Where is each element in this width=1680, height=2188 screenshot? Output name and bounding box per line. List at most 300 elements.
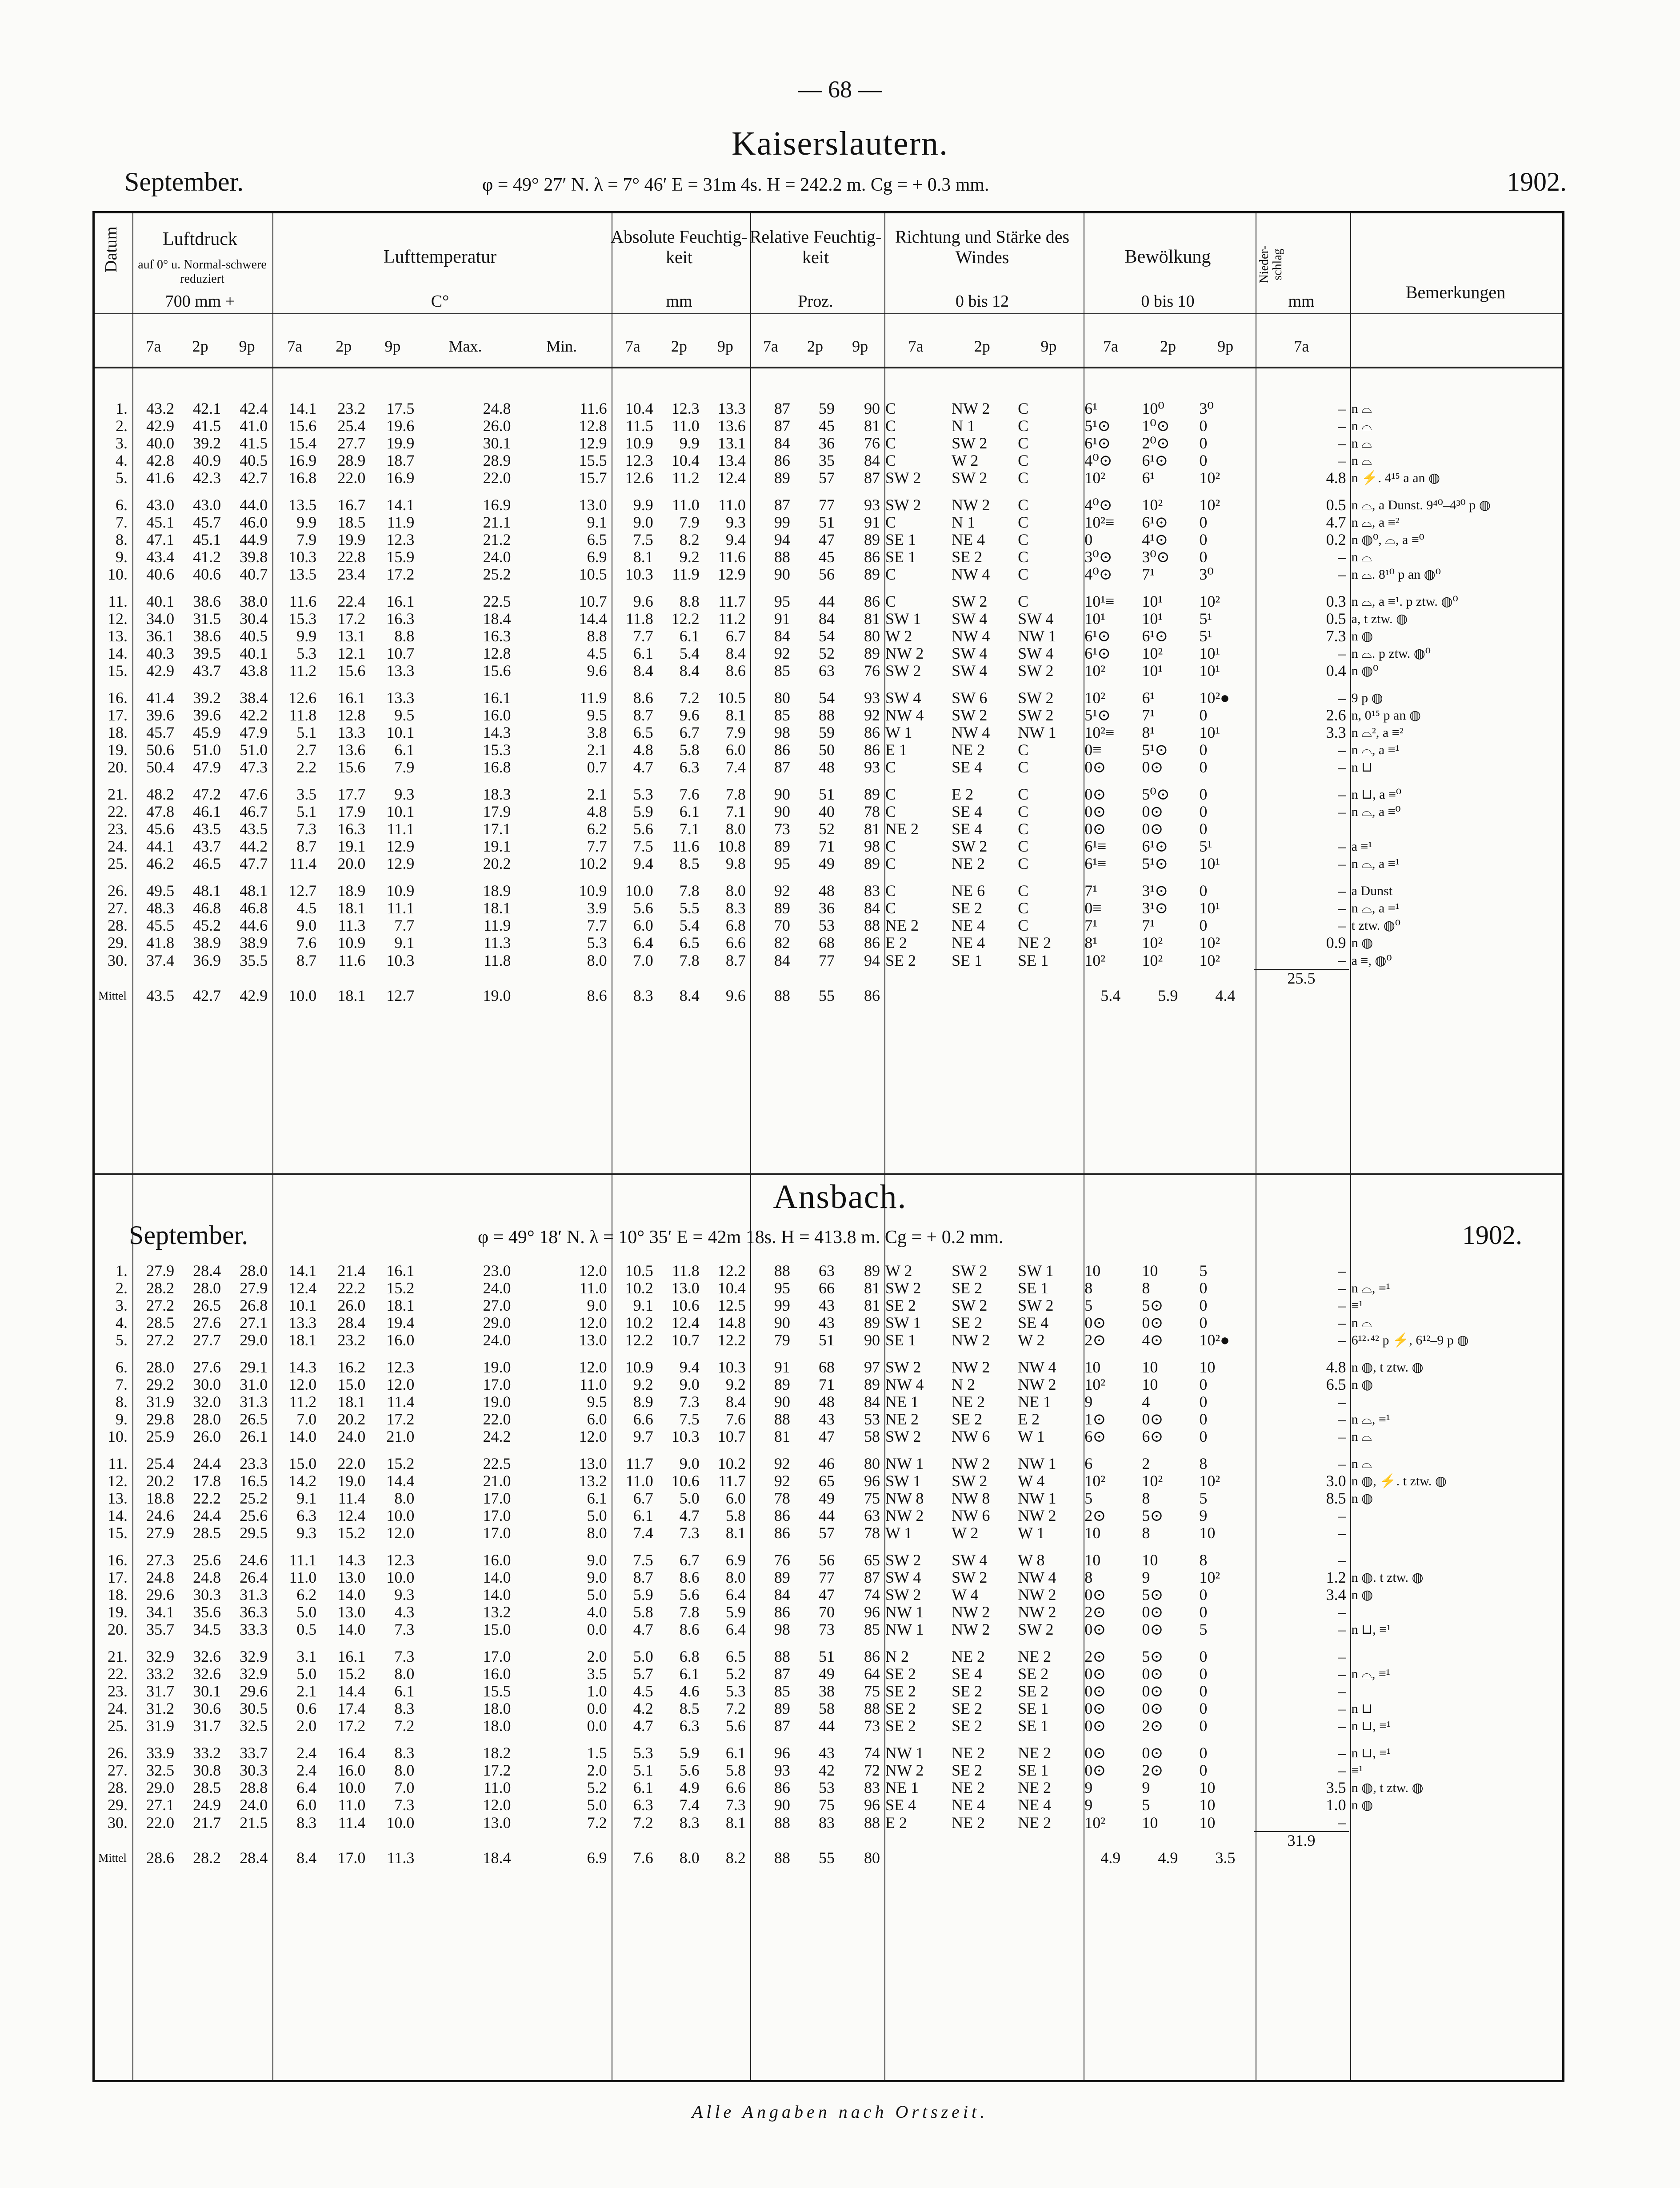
value-cell: 92 xyxy=(774,645,790,662)
value-cell: 44 xyxy=(818,1507,835,1524)
value-cell: 44.1 xyxy=(146,838,175,855)
value-cell: 0⊙ xyxy=(1142,1604,1164,1621)
empty-cell xyxy=(417,1832,513,1849)
value-cell: 9.0 xyxy=(296,917,317,934)
value-cell: NE 4 xyxy=(952,531,985,548)
value-cell: 38.9 xyxy=(193,934,221,952)
value-cell: 0.5 xyxy=(1326,496,1346,514)
value-cell: 10.7 xyxy=(717,1428,746,1445)
value-cell: 15.6 xyxy=(337,759,366,776)
header-niederschlag: Nieder-schlag xyxy=(1257,245,1284,284)
value-cell: 84 xyxy=(864,1393,880,1411)
value-cell: 77 xyxy=(818,496,835,514)
value-cell: 22.4 xyxy=(337,592,366,610)
value-cell: 0.0 xyxy=(587,1621,607,1638)
value-cell: C xyxy=(885,452,896,469)
value-cell xyxy=(1254,820,1348,838)
value-cell: 15.7 xyxy=(579,469,607,487)
value-cell: 89 xyxy=(864,1314,880,1332)
value-cell: 1.2 xyxy=(1326,1569,1346,1586)
value-cell: 19.1 xyxy=(483,838,511,855)
value-cell: NW 4 xyxy=(885,707,924,724)
value-cell: 33.9 xyxy=(146,1744,175,1762)
subheader-row xyxy=(130,338,1349,355)
value-cell: 51 xyxy=(818,1332,835,1349)
value-cell: 7.3 xyxy=(296,820,317,838)
value-cell: 8.7 xyxy=(725,952,746,969)
value-cell: 15.2 xyxy=(386,1455,415,1472)
value-cell: E 2 xyxy=(952,785,974,803)
value-cell: 12.0 xyxy=(288,1376,317,1393)
value-cell: 90 xyxy=(864,400,880,417)
remark-cell: ≡¹ xyxy=(1351,1763,1363,1778)
value-cell: 5.2 xyxy=(725,1665,746,1683)
value-cell: W 2 xyxy=(1018,1332,1045,1349)
table-row xyxy=(95,759,1561,781)
value-cell: 0 xyxy=(1199,514,1208,531)
value-cell: 7.1 xyxy=(725,803,746,820)
value-cell: 8.2 xyxy=(679,531,700,548)
date-cell: 21. xyxy=(108,1648,128,1665)
value-cell: 44.2 xyxy=(240,838,268,855)
value-cell: 90 xyxy=(864,1332,880,1349)
mean-value xyxy=(1015,1849,1082,1867)
value-cell: 8.1 xyxy=(725,1524,746,1542)
value-cell: 4.9 xyxy=(679,1779,700,1796)
value-cell: 16.3 xyxy=(386,610,415,628)
mean-value: 3.5 xyxy=(1215,1849,1236,1867)
value-cell: 0 xyxy=(1199,1411,1208,1428)
value-cell: 6.2 xyxy=(296,1586,317,1604)
remark-cell: n ◍⁰ xyxy=(1351,664,1379,678)
sub-col: 9p xyxy=(852,338,868,355)
remark-cell: n ◍ xyxy=(1351,936,1373,950)
value-cell: – xyxy=(1338,1524,1346,1542)
value-cell: SE 2 xyxy=(885,1297,916,1314)
value-cell: 17.9 xyxy=(483,803,511,820)
value-cell: 58 xyxy=(818,1700,835,1717)
value-cell: 45 xyxy=(818,548,835,566)
value-cell: 8.1 xyxy=(725,1814,746,1832)
sub-col: 2p xyxy=(336,338,352,355)
table-row xyxy=(95,435,1561,452)
empty-cell xyxy=(793,1832,837,1849)
value-cell: 6⊙ xyxy=(1084,1428,1106,1445)
value-cell: 2.4 xyxy=(296,1762,317,1779)
value-cell: 9.9 xyxy=(296,628,317,645)
value-cell: 10.7 xyxy=(671,1332,700,1349)
sub-col: Max. xyxy=(448,338,482,355)
sub-col: 9p xyxy=(239,338,255,355)
value-cell: 11.9 xyxy=(672,566,700,583)
value-cell: 25.6 xyxy=(193,1551,221,1569)
value-cell: 23.2 xyxy=(337,1332,366,1349)
value-cell: 18.2 xyxy=(483,1744,511,1762)
value-cell: 29.1 xyxy=(240,1358,268,1376)
value-cell: 16.0 xyxy=(483,1551,511,1569)
value-cell: 17.2 xyxy=(483,1762,511,1779)
value-cell: 83 xyxy=(864,1779,880,1796)
value-cell: 43.5 xyxy=(240,820,268,838)
value-cell: 47 xyxy=(818,531,835,548)
value-cell: 32.9 xyxy=(240,1665,268,1683)
value-cell: 10²≡ xyxy=(1084,514,1115,531)
value-cell: 44 xyxy=(818,592,835,610)
value-cell: 7.2 xyxy=(725,1700,746,1717)
value-cell: 14.1 xyxy=(288,1262,317,1280)
data-table-ansbach xyxy=(95,1262,1561,1867)
value-cell: 10¹ xyxy=(1199,855,1220,872)
value-cell: 5.8 xyxy=(725,1762,746,1779)
value-cell: – xyxy=(1338,1507,1346,1524)
value-cell: 28.4 xyxy=(193,1262,221,1280)
remark-cell: n ⌓. p ztw. ◍⁰ xyxy=(1351,646,1431,661)
value-cell: 96 xyxy=(774,1744,790,1762)
value-cell: 22.8 xyxy=(337,548,366,566)
value-cell: – xyxy=(1338,741,1346,759)
remark-cell: ≡¹ xyxy=(1351,1298,1363,1313)
value-cell: 38.0 xyxy=(240,592,268,610)
value-cell: 15.2 xyxy=(337,1665,366,1683)
value-cell: 15.3 xyxy=(288,610,317,628)
value-cell: 7¹ xyxy=(1142,566,1155,583)
value-cell: 84 xyxy=(774,1586,790,1604)
value-cell: 3.9 xyxy=(587,900,607,917)
value-cell: 52 xyxy=(818,820,835,838)
value-cell: 27.3 xyxy=(146,1551,175,1569)
value-cell: 81 xyxy=(774,1428,790,1445)
value-cell: 43.7 xyxy=(193,838,221,855)
value-cell: 23.4 xyxy=(337,566,366,583)
value-cell: 0 xyxy=(1199,1376,1208,1393)
table-row xyxy=(95,1262,1561,1280)
value-cell: 6.0 xyxy=(725,1490,746,1507)
sub-col: 2p xyxy=(807,338,824,355)
value-cell: 12.8 xyxy=(579,417,607,435)
value-cell: C xyxy=(1018,469,1029,487)
value-cell: 19.1 xyxy=(337,838,366,855)
mean-value: 42.9 xyxy=(240,987,268,1004)
value-cell: 35.6 xyxy=(193,1604,221,1621)
value-cell: 73 xyxy=(864,1717,880,1735)
empty-cell xyxy=(514,969,610,987)
value-cell: 45.5 xyxy=(146,917,175,934)
table-row xyxy=(95,1717,1561,1740)
value-cell: 47.1 xyxy=(146,531,175,548)
value-cell: 6.1 xyxy=(633,1779,653,1796)
value-cell: 14.4 xyxy=(579,610,607,628)
empty-cell xyxy=(514,1832,610,1849)
value-cell: 70 xyxy=(774,917,790,934)
value-cell: 12.7 xyxy=(288,882,317,900)
value-cell: 30.5 xyxy=(240,1700,268,1717)
year-label: 1902. xyxy=(1507,167,1567,196)
value-cell: 86 xyxy=(774,452,790,469)
value-cell: 5.1 xyxy=(633,1762,653,1779)
value-cell: 11.2 xyxy=(289,1393,317,1411)
remark-cell xyxy=(1349,1262,1561,1280)
value-cell: 84 xyxy=(774,628,790,645)
value-cell: 47.7 xyxy=(240,855,268,872)
value-cell: SW 1 xyxy=(885,610,921,628)
value-cell: 4.7 xyxy=(633,1717,653,1735)
value-cell: 98 xyxy=(774,724,790,741)
date-cell: 27. xyxy=(108,900,128,917)
value-cell: 86 xyxy=(774,1524,790,1542)
value-cell: 31.5 xyxy=(193,610,221,628)
remark-cell: a Dunst xyxy=(1351,884,1393,898)
value-cell: 32.6 xyxy=(193,1665,221,1683)
table-row xyxy=(95,1411,1561,1428)
value-cell: NW 2 xyxy=(952,400,990,417)
value-cell: 28.0 xyxy=(193,1411,221,1428)
value-cell: 10.0 xyxy=(625,882,653,900)
value-cell: – xyxy=(1338,1717,1346,1735)
value-cell: 8 xyxy=(1084,1569,1093,1586)
value-cell: 9.7 xyxy=(633,1428,653,1445)
value-cell: 91 xyxy=(774,1358,790,1376)
value-cell: 13.0 xyxy=(671,1280,700,1297)
value-cell: 11.8 xyxy=(672,1262,700,1280)
value-cell: 8.4 xyxy=(633,662,653,680)
value-cell: 18.8 xyxy=(146,1490,175,1507)
value-cell: 41.8 xyxy=(146,934,175,952)
value-cell: 99 xyxy=(774,1297,790,1314)
value-cell: C xyxy=(1018,496,1029,514)
table-row xyxy=(95,1428,1561,1450)
value-cell: NW 4 xyxy=(885,1376,924,1393)
value-cell: 16.9 xyxy=(288,452,317,469)
value-cell: 12.8 xyxy=(337,707,366,724)
value-cell: 10 xyxy=(1084,1524,1101,1542)
value-cell: 80 xyxy=(864,628,880,645)
value-cell: 0 xyxy=(1199,1393,1208,1411)
date-cell: 26. xyxy=(108,1744,128,1762)
value-cell: 12.0 xyxy=(579,1314,607,1332)
value-cell: 38.9 xyxy=(240,934,268,952)
value-cell: 65 xyxy=(864,1551,880,1569)
value-cell: 72 xyxy=(864,1762,880,1779)
value-cell: N 1 xyxy=(952,417,976,435)
value-cell: 7.3 xyxy=(1326,628,1346,645)
value-cell: 78 xyxy=(864,803,880,820)
empty-cell xyxy=(702,1832,748,1849)
sub-col: 2p xyxy=(192,338,208,355)
value-cell: 20.2 xyxy=(337,1411,366,1428)
table-row xyxy=(95,1280,1561,1297)
remark-cell: n ◍ xyxy=(1351,1377,1373,1392)
value-cell: 17.2 xyxy=(386,1411,415,1428)
table-row xyxy=(95,1450,1561,1472)
table-row xyxy=(95,741,1561,759)
value-cell: 90 xyxy=(774,1796,790,1814)
sub-col: 7a xyxy=(1294,338,1309,355)
value-cell: 6.9 xyxy=(587,548,607,566)
value-cell: 9.0 xyxy=(587,1551,607,1569)
value-cell: 9.1 xyxy=(587,514,607,531)
value-cell: 26.0 xyxy=(193,1428,221,1445)
value-cell: 6.6 xyxy=(725,934,746,952)
value-cell: 6.1 xyxy=(587,1490,607,1507)
month-label: September. xyxy=(129,1220,248,1250)
value-cell: 0⊙ xyxy=(1142,1621,1164,1638)
value-cell: 10.9 xyxy=(386,882,415,900)
date-cell: 28. xyxy=(108,917,128,934)
date-cell: 16. xyxy=(108,1551,128,1569)
table-row xyxy=(95,820,1561,838)
mean-value xyxy=(883,1849,949,1867)
value-cell: 50.6 xyxy=(146,741,175,759)
value-cell: 12.2 xyxy=(625,1332,653,1349)
value-cell: 59 xyxy=(818,724,835,741)
value-cell: – xyxy=(1338,1332,1346,1349)
value-cell: 14.3 xyxy=(288,1358,317,1376)
value-cell: 16.8 xyxy=(288,469,317,487)
value-cell: 8.7 xyxy=(296,838,317,855)
value-cell: 16.9 xyxy=(386,469,415,487)
value-cell: C xyxy=(885,882,896,900)
table-row xyxy=(95,417,1561,435)
value-cell: 36.9 xyxy=(193,952,221,969)
value-cell: 41.0 xyxy=(240,417,268,435)
value-cell: 13.0 xyxy=(579,1332,607,1349)
empty-cell xyxy=(368,969,417,987)
value-cell: 6.9 xyxy=(725,1551,746,1569)
value-cell: 3.5 xyxy=(296,785,317,803)
value-cell: 27.0 xyxy=(483,1297,511,1314)
value-cell: 26.5 xyxy=(240,1411,268,1428)
value-cell: 42.4 xyxy=(240,400,268,417)
value-cell: 5.4 xyxy=(679,645,700,662)
value-cell: 6.2 xyxy=(587,820,607,838)
value-cell: C xyxy=(1018,803,1029,820)
value-cell: 89 xyxy=(864,1262,880,1280)
value-cell: 11.0 xyxy=(672,417,700,435)
value-cell: 4⊙ xyxy=(1142,1332,1164,1349)
value-cell: 89 xyxy=(864,645,880,662)
value-cell: 45.7 xyxy=(193,514,221,531)
value-cell: SW 2 xyxy=(952,707,988,724)
value-cell: 85 xyxy=(774,1683,790,1700)
table-row xyxy=(95,645,1561,662)
table-row xyxy=(95,934,1561,952)
value-cell: 6.3 xyxy=(296,1507,317,1524)
sub-col: 7a xyxy=(625,338,640,355)
value-cell: 51 xyxy=(818,1648,835,1665)
sub-col: 9p xyxy=(1217,338,1234,355)
value-cell: 10.3 xyxy=(625,566,653,583)
value-cell: 10² xyxy=(1199,1569,1220,1586)
station-coordinates: φ = 49° 18′ N. λ = 10° 35′ E = 42m 18s. H = 413.8 m. Cg = + 0.2 mm. xyxy=(478,1227,1004,1248)
value-cell: 15.4 xyxy=(288,435,317,452)
value-cell: SE 2 xyxy=(1018,1683,1049,1700)
value-cell: 10.0 xyxy=(386,1814,415,1832)
date-cell: 8. xyxy=(116,1393,128,1411)
table-row xyxy=(95,1354,1561,1376)
header-datum: Datum xyxy=(102,226,120,272)
empty-cell xyxy=(1082,969,1139,987)
value-cell: – xyxy=(1338,917,1346,934)
value-cell: 87 xyxy=(774,1665,790,1683)
value-cell: 46.8 xyxy=(193,900,221,917)
value-cell: 90 xyxy=(774,1393,790,1411)
value-cell: 84 xyxy=(864,452,880,469)
value-cell: SE 2 xyxy=(885,1700,916,1717)
value-cell: 11.2 xyxy=(289,662,317,680)
value-cell: 4¹⊙ xyxy=(1142,531,1168,548)
value-cell: 11.7 xyxy=(718,592,746,610)
value-cell: 31.9 xyxy=(146,1393,175,1411)
value-cell: 32.9 xyxy=(146,1648,175,1665)
value-cell: C xyxy=(1018,820,1029,838)
date-cell: 6. xyxy=(116,1358,128,1376)
value-cell: 12.3 xyxy=(625,452,653,469)
remark-cell: n ⌓ xyxy=(1351,436,1372,451)
value-cell: 28.0 xyxy=(146,1358,175,1376)
remark-cell: n ⌓. 8¹⁰ p an ◍⁰ xyxy=(1351,567,1441,582)
value-cell: 11.8 xyxy=(289,707,317,724)
value-cell: 12.4 xyxy=(671,1314,700,1332)
empty-cell xyxy=(177,969,224,987)
value-cell: 5.3 xyxy=(633,785,653,803)
value-cell: 25.9 xyxy=(146,1428,175,1445)
remark-cell: n ⊔ xyxy=(1351,1701,1373,1716)
value-cell: 9.1 xyxy=(296,1490,317,1507)
value-cell: 13.3 xyxy=(386,689,415,707)
date-cell: 16. xyxy=(108,689,128,707)
value-cell: W 8 xyxy=(1018,1551,1045,1569)
value-cell: 0 xyxy=(1199,1683,1208,1700)
date-cell: 1. xyxy=(116,400,128,417)
table-row xyxy=(95,1643,1561,1665)
table-row xyxy=(95,1507,1561,1524)
value-cell: 6¹ xyxy=(1142,689,1155,707)
sub-col: 2p xyxy=(671,338,687,355)
value-cell: 27.2 xyxy=(146,1332,175,1349)
value-cell: 7.9 xyxy=(679,514,700,531)
value-cell: 6.6 xyxy=(633,1411,653,1428)
value-cell: – xyxy=(1338,645,1346,662)
value-cell: 15.6 xyxy=(288,417,317,435)
value-cell: 6¹⊙ xyxy=(1084,645,1111,662)
mean-value: 4.9 xyxy=(1158,1849,1178,1867)
value-cell: 5 xyxy=(1199,1490,1208,1507)
value-cell: 10 xyxy=(1142,1376,1158,1393)
value-cell: 42 xyxy=(818,1762,835,1779)
remark-cell xyxy=(1349,1393,1561,1411)
value-cell: 0⊙ xyxy=(1084,1314,1106,1332)
value-cell: 0 xyxy=(1199,882,1208,900)
value-cell: 10¹ xyxy=(1199,662,1220,680)
value-cell: 10.0 xyxy=(337,1779,366,1796)
value-cell: 29.0 xyxy=(483,1314,511,1332)
mean-value: 88 xyxy=(774,1849,790,1867)
value-cell: C xyxy=(885,566,896,583)
value-cell: 86 xyxy=(864,741,880,759)
value-cell: – xyxy=(1338,400,1346,417)
value-cell: 10² xyxy=(1084,1376,1106,1393)
value-cell: 0≡ xyxy=(1084,741,1102,759)
value-cell: SW 6 xyxy=(952,689,988,707)
value-cell: NW 2 xyxy=(952,1358,990,1376)
value-cell: 8.6 xyxy=(679,1569,700,1586)
value-cell: NW 8 xyxy=(885,1490,924,1507)
remark-cell: n ⌓ xyxy=(1351,401,1372,416)
value-cell: NW 2 xyxy=(952,1604,990,1621)
value-cell: SE 2 xyxy=(885,952,916,969)
value-cell: SW 2 xyxy=(885,1551,921,1569)
value-cell: NE 2 xyxy=(952,1779,985,1796)
